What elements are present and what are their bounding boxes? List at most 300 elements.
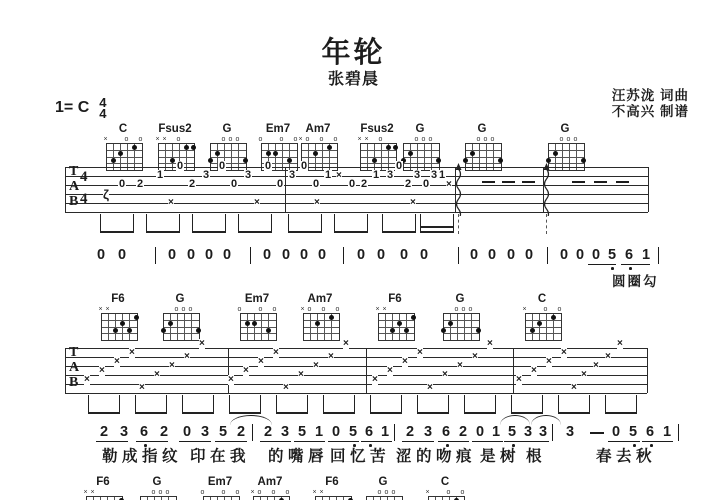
counting-barline	[250, 247, 251, 264]
melody-number: 3	[424, 424, 433, 440]
melody-number: 3	[281, 424, 290, 440]
open-string-marker: o	[335, 306, 340, 313]
arpeggio-stem-dashed	[458, 214, 459, 234]
tab-fret-number: 0	[313, 178, 320, 190]
melody-number: 6	[646, 424, 655, 440]
staff-line	[65, 185, 648, 186]
beam-group	[276, 395, 308, 414]
barline	[366, 348, 367, 393]
staff-end-barline	[647, 348, 648, 393]
staff-time-signature: 4	[80, 191, 88, 207]
chord-grid	[86, 496, 123, 500]
beam-group	[323, 395, 355, 414]
open-string-marker: o	[158, 489, 163, 496]
open-string-marker: o	[151, 489, 156, 496]
muted-note-x: ×	[457, 360, 463, 371]
finger-dot	[132, 145, 137, 150]
melody-eighth-underline	[215, 441, 247, 442]
chord-diagram	[400, 124, 441, 170]
beam-group	[192, 214, 226, 233]
chord-diagram	[363, 477, 404, 500]
muted-string-marker: ×	[250, 489, 255, 496]
counting-number: 1	[642, 247, 651, 263]
melody-eighth-underline	[361, 441, 392, 442]
chord-grid	[443, 313, 480, 341]
chord-name-label: G	[477, 123, 487, 135]
tab-fret-number: 1	[439, 169, 446, 181]
open-string-marker: o	[188, 306, 193, 313]
beam-group	[100, 214, 134, 233]
tab-fret-number: 0	[265, 160, 272, 172]
chord-grid	[240, 313, 277, 341]
open-string-marker: o	[138, 136, 143, 143]
muted-note-x: ×	[427, 381, 433, 393]
open-string-marker: o	[200, 489, 205, 496]
fret-line	[107, 163, 142, 164]
open-string-marker: o	[237, 306, 242, 313]
chord-name-label: C	[118, 123, 128, 135]
finger-dot	[184, 145, 189, 150]
open-string-marker: o	[272, 306, 277, 313]
finger-dot	[537, 321, 542, 326]
beam-group	[334, 214, 368, 233]
chord-name-label: F6	[388, 293, 402, 305]
fret-line	[304, 320, 339, 321]
counting-eighth-underline	[588, 264, 616, 265]
melody-number: 1	[381, 424, 390, 440]
melody-eighth-underline	[179, 441, 211, 442]
open-string-marker: o	[319, 136, 324, 143]
beam-group	[382, 214, 416, 233]
lyric-char: 秋	[636, 448, 652, 465]
melody-number: 5	[508, 424, 517, 440]
chord-name-label: G	[152, 476, 162, 488]
chord-name-label: Fsus2	[360, 123, 394, 135]
fret-line	[304, 333, 339, 334]
melody-number: 0	[183, 424, 192, 440]
finger-dot	[208, 158, 213, 163]
chord-grid	[378, 313, 415, 341]
chord-name-label: G	[455, 293, 465, 305]
finger-dot	[397, 321, 402, 326]
staff-line	[65, 176, 648, 177]
fret-line	[302, 150, 337, 151]
tab-fret-number: 3	[414, 169, 421, 181]
lyric-char: 春	[596, 448, 612, 465]
melody-number: 5	[349, 424, 358, 440]
finger-dot	[463, 158, 468, 163]
credit-lyrics-music: 汪苏泷 词曲	[611, 88, 689, 103]
beam-group	[238, 214, 272, 233]
finger-dot	[215, 151, 220, 156]
open-string-marker: o	[258, 136, 263, 143]
open-string-marker: o	[557, 306, 562, 313]
rest-dash	[482, 181, 495, 183]
chord-grid	[315, 496, 352, 500]
counting-eighth-underline	[621, 264, 650, 265]
muted-string-marker: ×	[103, 136, 108, 143]
tab-fret-number: 0	[349, 178, 356, 190]
muted-note-x: ×	[531, 364, 537, 376]
staff-line	[65, 357, 647, 358]
chord-diagram	[237, 294, 278, 340]
finger-dot	[113, 328, 118, 333]
lyric-char: 指	[142, 448, 158, 465]
muted-note-x: ×	[402, 355, 408, 367]
melody-number: 2	[100, 424, 109, 440]
melody-eighth-underline	[438, 441, 469, 442]
finger-dot	[408, 151, 413, 156]
chord-name-label: Fsus2	[158, 123, 192, 135]
tab-fret-number: 2	[189, 178, 196, 190]
melody-octave-dot	[353, 444, 356, 447]
tab-fret-number: 3	[387, 169, 394, 181]
muted-string-marker: ×	[319, 489, 324, 496]
chord-diagram	[250, 477, 291, 500]
melody-number: 5	[219, 424, 228, 440]
lyric-char: 的	[268, 448, 284, 465]
chord-grid	[525, 313, 562, 341]
beam-group	[417, 395, 449, 414]
open-string-marker: o	[305, 136, 310, 143]
open-string-marker: o	[384, 489, 389, 496]
muted-note-x: ×	[561, 346, 567, 358]
tab-fret-number: 0	[277, 178, 284, 190]
finger-dot	[245, 321, 250, 326]
finger-dot	[196, 328, 201, 333]
melody-eighth-underline	[96, 441, 128, 442]
counting-barline	[458, 247, 459, 264]
muted-note-x: ×	[169, 360, 175, 371]
fret-line	[102, 333, 137, 334]
chord-grid	[428, 496, 465, 500]
lyric-char: 印	[190, 448, 206, 465]
counting-number: 0	[357, 247, 366, 263]
chord-name-label: Em7	[244, 293, 270, 305]
melody-number: 6	[365, 424, 374, 440]
finger-dot	[329, 315, 334, 320]
open-string-marker: o	[293, 136, 298, 143]
melody-eighth-underline	[294, 441, 325, 442]
counting-number: 0	[300, 247, 309, 263]
melody-dash	[590, 432, 604, 434]
beam-group	[229, 395, 261, 414]
staff-line	[65, 393, 647, 394]
finger-dot	[134, 315, 139, 320]
muted-note-x: ×	[114, 355, 120, 367]
open-string-marker: o	[181, 306, 186, 313]
chord-name-label: G	[378, 476, 388, 488]
muted-string-marker: ×	[98, 306, 103, 313]
tab-fret-number: 0	[231, 178, 238, 190]
melody-octave-dot	[446, 444, 449, 447]
chord-name-label: Am7	[257, 476, 283, 488]
melody-tie-arc	[500, 415, 530, 425]
open-string-marker: o	[307, 306, 312, 313]
chord-name-label: C	[537, 293, 547, 305]
muted-note-x: ×	[472, 351, 478, 362]
open-string-marker: o	[235, 489, 240, 496]
fret-line	[466, 163, 501, 164]
fret-line	[404, 163, 439, 164]
fret-line	[549, 157, 584, 158]
finger-dot	[170, 158, 175, 163]
open-string-marker: o	[221, 136, 226, 143]
tab-clef-letter: A	[69, 179, 80, 194]
open-string-marker: o	[124, 136, 129, 143]
finger-dot	[530, 328, 535, 333]
melody-eighth-underline	[504, 441, 549, 442]
muted-note-x: ×	[387, 364, 393, 376]
lyric-char: 苦	[370, 448, 386, 465]
fret-line	[302, 157, 337, 158]
melody-number: 2	[237, 424, 246, 440]
finger-dot	[118, 151, 123, 156]
arpeggio-squiggle	[542, 163, 551, 216]
melody-eighth-underline	[472, 441, 503, 442]
lyric-char: 忆	[350, 448, 366, 465]
chord-name-label: Am7	[305, 123, 331, 135]
open-string-marker: o	[378, 136, 383, 143]
finger-dot	[315, 321, 320, 326]
lyric-char: 回	[330, 448, 346, 465]
fret-line	[159, 150, 194, 151]
melody-tie-arc	[531, 415, 561, 425]
muted-note-x: ×	[571, 381, 577, 393]
lyric-char: 吻	[436, 448, 452, 465]
fret-line	[379, 333, 414, 334]
finger-dot	[553, 151, 558, 156]
finger-dot	[393, 145, 398, 150]
finger-dot	[252, 321, 257, 326]
melody-octave-dot	[369, 444, 372, 447]
barline	[285, 167, 286, 212]
staff-line	[65, 366, 647, 367]
muted-note-x: ×	[372, 373, 378, 385]
staff-line	[65, 194, 648, 195]
chord-grid	[303, 313, 340, 341]
muted-note-x: ×	[343, 337, 349, 349]
chord-grid	[203, 496, 240, 500]
lyric-char: 根	[526, 448, 542, 465]
open-string-marker: o	[285, 489, 290, 496]
muted-string-marker: ×	[522, 306, 527, 313]
counting-number: 0	[118, 247, 127, 263]
muted-note-x: ×	[617, 337, 623, 349]
finger-dot	[313, 151, 318, 156]
muted-note-x: ×	[254, 197, 260, 208]
chord-name-label: G	[415, 123, 425, 135]
melody-eighth-underline	[260, 441, 291, 442]
open-string-marker: o	[566, 136, 571, 143]
fret-line	[304, 327, 339, 328]
finger-dot	[243, 158, 248, 163]
counting-number: 0	[168, 247, 177, 263]
staff-end-barline	[648, 167, 649, 212]
finger-dot	[127, 328, 132, 333]
chord-diagram	[137, 477, 178, 500]
chord-diagram	[440, 294, 481, 340]
staff-line	[65, 167, 648, 168]
tab-fret-number: 0	[396, 160, 403, 172]
chord-diagram	[357, 124, 398, 170]
chord-diagram	[207, 124, 248, 170]
rest-dash	[594, 181, 607, 183]
open-string-marker: o	[476, 136, 481, 143]
tab-fret-number: 3	[245, 169, 252, 181]
open-string-marker: o	[461, 306, 466, 313]
finger-dot	[161, 328, 166, 333]
muted-string-marker: ×	[300, 306, 305, 313]
fret-line	[107, 150, 142, 151]
melody-number: 0	[332, 424, 341, 440]
finger-dot	[266, 328, 271, 333]
lyric-char: 勒	[102, 448, 118, 465]
counting-number: 0	[377, 247, 386, 263]
chord-grid	[366, 496, 403, 500]
open-string-marker: o	[377, 489, 382, 496]
muted-string-marker: ×	[312, 489, 317, 496]
counting-number: 0	[592, 247, 601, 263]
muted-note-x: ×	[593, 360, 599, 371]
open-string-marker: o	[174, 306, 179, 313]
time-signature: 4 4	[99, 95, 107, 121]
fret-line	[241, 333, 276, 334]
chord-name-label: G	[222, 123, 232, 135]
lyric-char: 涩	[396, 448, 412, 465]
lyric-char: 唇	[308, 448, 324, 465]
lyric-char: 嘴	[288, 448, 304, 465]
counting-number: 0	[507, 247, 516, 263]
melody-octave-dot	[650, 444, 653, 447]
lyric-char: 在	[210, 448, 226, 465]
melody-number: 3	[539, 424, 548, 440]
finger-dot	[404, 328, 409, 333]
melody-eighth-underline	[608, 441, 640, 442]
fret-line	[164, 327, 199, 328]
melody-number: 1	[492, 424, 501, 440]
key-signature	[55, 97, 106, 119]
tab-clef-letter: B	[69, 375, 79, 390]
muted-note-x: ×	[328, 351, 334, 362]
muted-string-marker: ×	[382, 306, 387, 313]
melody-eighth-underline	[402, 441, 434, 442]
tab-fret-number: 1	[325, 169, 332, 181]
counting-number: 0	[400, 247, 409, 263]
finger-dot	[168, 321, 173, 326]
arpeggio-squiggle	[454, 163, 463, 216]
beam-group	[464, 395, 496, 414]
finger-dot	[120, 321, 125, 326]
credit-arranger: 不高兴 制谱	[611, 104, 689, 119]
melody-number: 0	[612, 424, 621, 440]
barline	[513, 348, 514, 393]
chord-name-label: F6	[96, 476, 110, 488]
arpeggio-stem-dashed	[546, 214, 547, 234]
finger-dot	[372, 158, 377, 163]
finger-dot	[386, 145, 391, 150]
finger-dot	[441, 328, 446, 333]
muted-note-x: ×	[228, 373, 234, 385]
chord-diagram	[522, 294, 563, 340]
tab-fret-number: 2	[405, 178, 412, 190]
muted-note-x: ×	[581, 369, 587, 380]
lyric-char: 我	[230, 448, 246, 465]
melody-number: 2	[459, 424, 468, 440]
open-string-marker: o	[321, 306, 326, 313]
finger-dot	[111, 158, 116, 163]
muted-string-marker: ×	[83, 489, 88, 496]
tab-fret-number: 0	[177, 160, 184, 172]
tab-fret-number: 0	[219, 160, 226, 172]
melody-octave-dot	[633, 444, 636, 447]
counting-number: 0	[223, 247, 232, 263]
muted-note-x: ×	[99, 364, 105, 376]
tab-fret-number: 3	[203, 169, 210, 181]
chord-name-label: F6	[325, 476, 339, 488]
open-string-marker: o	[543, 306, 548, 313]
chord-diagram	[98, 294, 139, 340]
fret-line	[241, 327, 276, 328]
fret-line	[466, 157, 501, 158]
tab-clef-letter: T	[69, 345, 79, 360]
fret-line	[361, 157, 396, 158]
fret-line	[549, 163, 584, 164]
muted-note-x: ×	[487, 337, 493, 349]
counting-number: 5	[608, 247, 617, 263]
fret-line	[361, 150, 396, 151]
tab-fret-number: 3	[431, 169, 438, 181]
melody-number: 5	[298, 424, 307, 440]
fret-line	[164, 333, 199, 334]
lyric-annotation: 圆圈勾	[612, 274, 659, 289]
muted-note-x: ×	[516, 373, 522, 385]
beam-group	[420, 214, 454, 233]
counting-barline	[343, 247, 344, 264]
open-string-marker: o	[414, 136, 419, 143]
melody-tie-arc	[230, 415, 272, 425]
chord-diagram	[300, 294, 341, 340]
counting-number: 0	[318, 247, 327, 263]
chord-name-label: F6	[111, 293, 125, 305]
chord-diagram	[312, 477, 353, 500]
melody-eighth-underline	[642, 441, 673, 442]
muted-note-x: ×	[417, 346, 423, 358]
melody-barline	[678, 424, 679, 441]
muted-note-x: ×	[184, 351, 190, 362]
finger-dot	[436, 158, 441, 163]
chord-diagram	[160, 294, 201, 340]
tab-fret-number: 2	[361, 178, 368, 190]
melody-number: 5	[629, 424, 638, 440]
open-string-marker: o	[271, 489, 276, 496]
chord-name-label: Em7	[207, 476, 233, 488]
finger-dot	[266, 151, 271, 156]
tab-fret-number: 0	[423, 178, 430, 190]
open-string-marker: o	[279, 136, 284, 143]
rest-dash	[502, 181, 515, 183]
open-string-marker: o	[235, 136, 240, 143]
beam-group	[511, 395, 543, 414]
muted-note-x: ×	[298, 369, 304, 380]
chord-name-label: G	[175, 293, 185, 305]
open-string-marker: o	[446, 489, 451, 496]
muted-note-x: ×	[199, 337, 205, 349]
counting-number: 0	[576, 247, 585, 263]
counting-barline	[658, 247, 659, 264]
song-title: 年轮	[321, 37, 386, 69]
finger-dot	[476, 328, 481, 333]
